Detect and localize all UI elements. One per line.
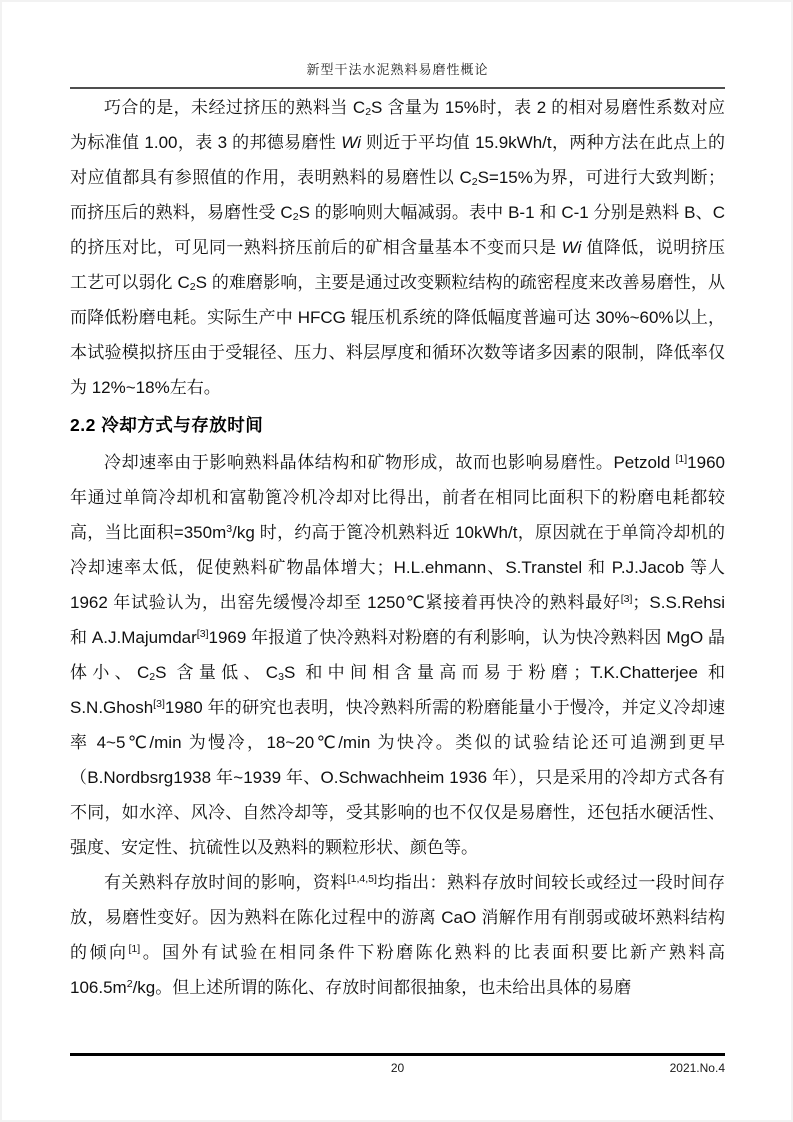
document-body xyxy=(70,90,725,1005)
running-header xyxy=(70,60,725,89)
page-footer xyxy=(70,1053,725,1079)
page-number: 20 xyxy=(390,1061,405,1075)
section-heading: 2.2 冷却方式与存放时间 xyxy=(70,415,264,435)
footer-rule xyxy=(70,1053,725,1056)
issue-label: 2021.No.4 xyxy=(669,1061,725,1075)
header-title: 新型干法水泥熟料易磨性概论 xyxy=(306,62,489,77)
body-paragraph-3: 有关熟料存放时间的影响，资料[1,4,5]均指出：熟料存放时间较长或经过一段时间存放，易磨性变好。因为熟料在陈化过程中的游离 CaO 消解作用有削弱或破坏熟料结构的倾向[1]。国外有试验在相同条件下粉磨陈化熟料的比表面积要比新产熟料高 $106.5m^2/kg$。但上述所谓的陈化、存放时间都很抽象，也未给出具体的易磨 xyxy=(70,873,726,997)
header-rule xyxy=(70,87,725,89)
body-paragraph-1: 巧合的是，未经过挤压的熟料当 $C_2S$ 含量为 15%时，表 2 的相对易磨性系数对应为标准值 1.00，表 3 的邦德易磨性 Wi 则近于平均值 15.9kWh/t，两种方法在此点上的对应值都具有参照值的作用，表明熟料的易磨性以 $C_2S=15\%$为界，可进行大致判断；而挤压后的熟料，易磨性受 $C_2S$ 的影响则大幅减弱。表中 B-1 和 C-1 分别是熟料 B、C 的挤压对比，可见同一熟料挤压前后的矿相含量基本不变而只是 Wi 值降低，说明挤压工艺可以弱化 $C_2S$ 的难磨影响，主要是通过改变颗粒结构的疏密程度来改善易磨性，从而降低粉磨电耗。实际生产中 HFCG 辊压机系统的降低幅度普遍可达 30%~60%以上，本试验模拟挤压由于受辊径、压力、料层厚度和循环次数等诸多因素的限制，降低率仅为 12%~18%左右。 xyxy=(70,98,726,397)
body-paragraph-2: 冷却速率由于影响熟料晶体结构和矿物形成，故而也影响易磨性。Petzold [1]1960 年通过单筒冷却机和富勒篦冷机冷却对比得出，前者在相同比面积下的粉磨电耗都较高，当比面积$=350m^3/kg$ 时，约高于篦冷机熟料近 10kWh/t，原因就在于单筒冷却机的冷却速率太低，促使熟料矿物晶体增大；H.L.ehmann、S.Transtel 和 P.J.Jacob 等人 1962 年试验认为，出窑先缓慢冷却至 1250℃紧接着再快冷的熟料最好[3]；S.S.Rehsi 和 A.J.Majumdar[3]1969 年报道了快冷熟料对粉磨的有利影响，认为快冷熟料因 MgO 晶体小、$C_2S$ 含量低、$C_3S$ 和中间相含量高而易于粉磨；T.K.Chatterjee 和 S.N.Ghosh[3]1980 年的研究也表明，快冷熟料所需的粉磨能量小于慢冷，并定义冷却速率 4~5℃/min 为慢冷，18~20℃/min 为快冷。类似的试验结论还可追溯到更早（B.Nordbsrg1938 年~1939 年、O.Schwachheim 1936 年），只是采用的冷却方式各有不同，如水淬、风冷、自然冷却等，受其影响的也不仅仅是易磨性，还包括水硬活性、强度、安定性、抗硫性以及熟料的颗粒形状、颜色等。 xyxy=(70,453,726,857)
footer-row xyxy=(70,1061,725,1079)
